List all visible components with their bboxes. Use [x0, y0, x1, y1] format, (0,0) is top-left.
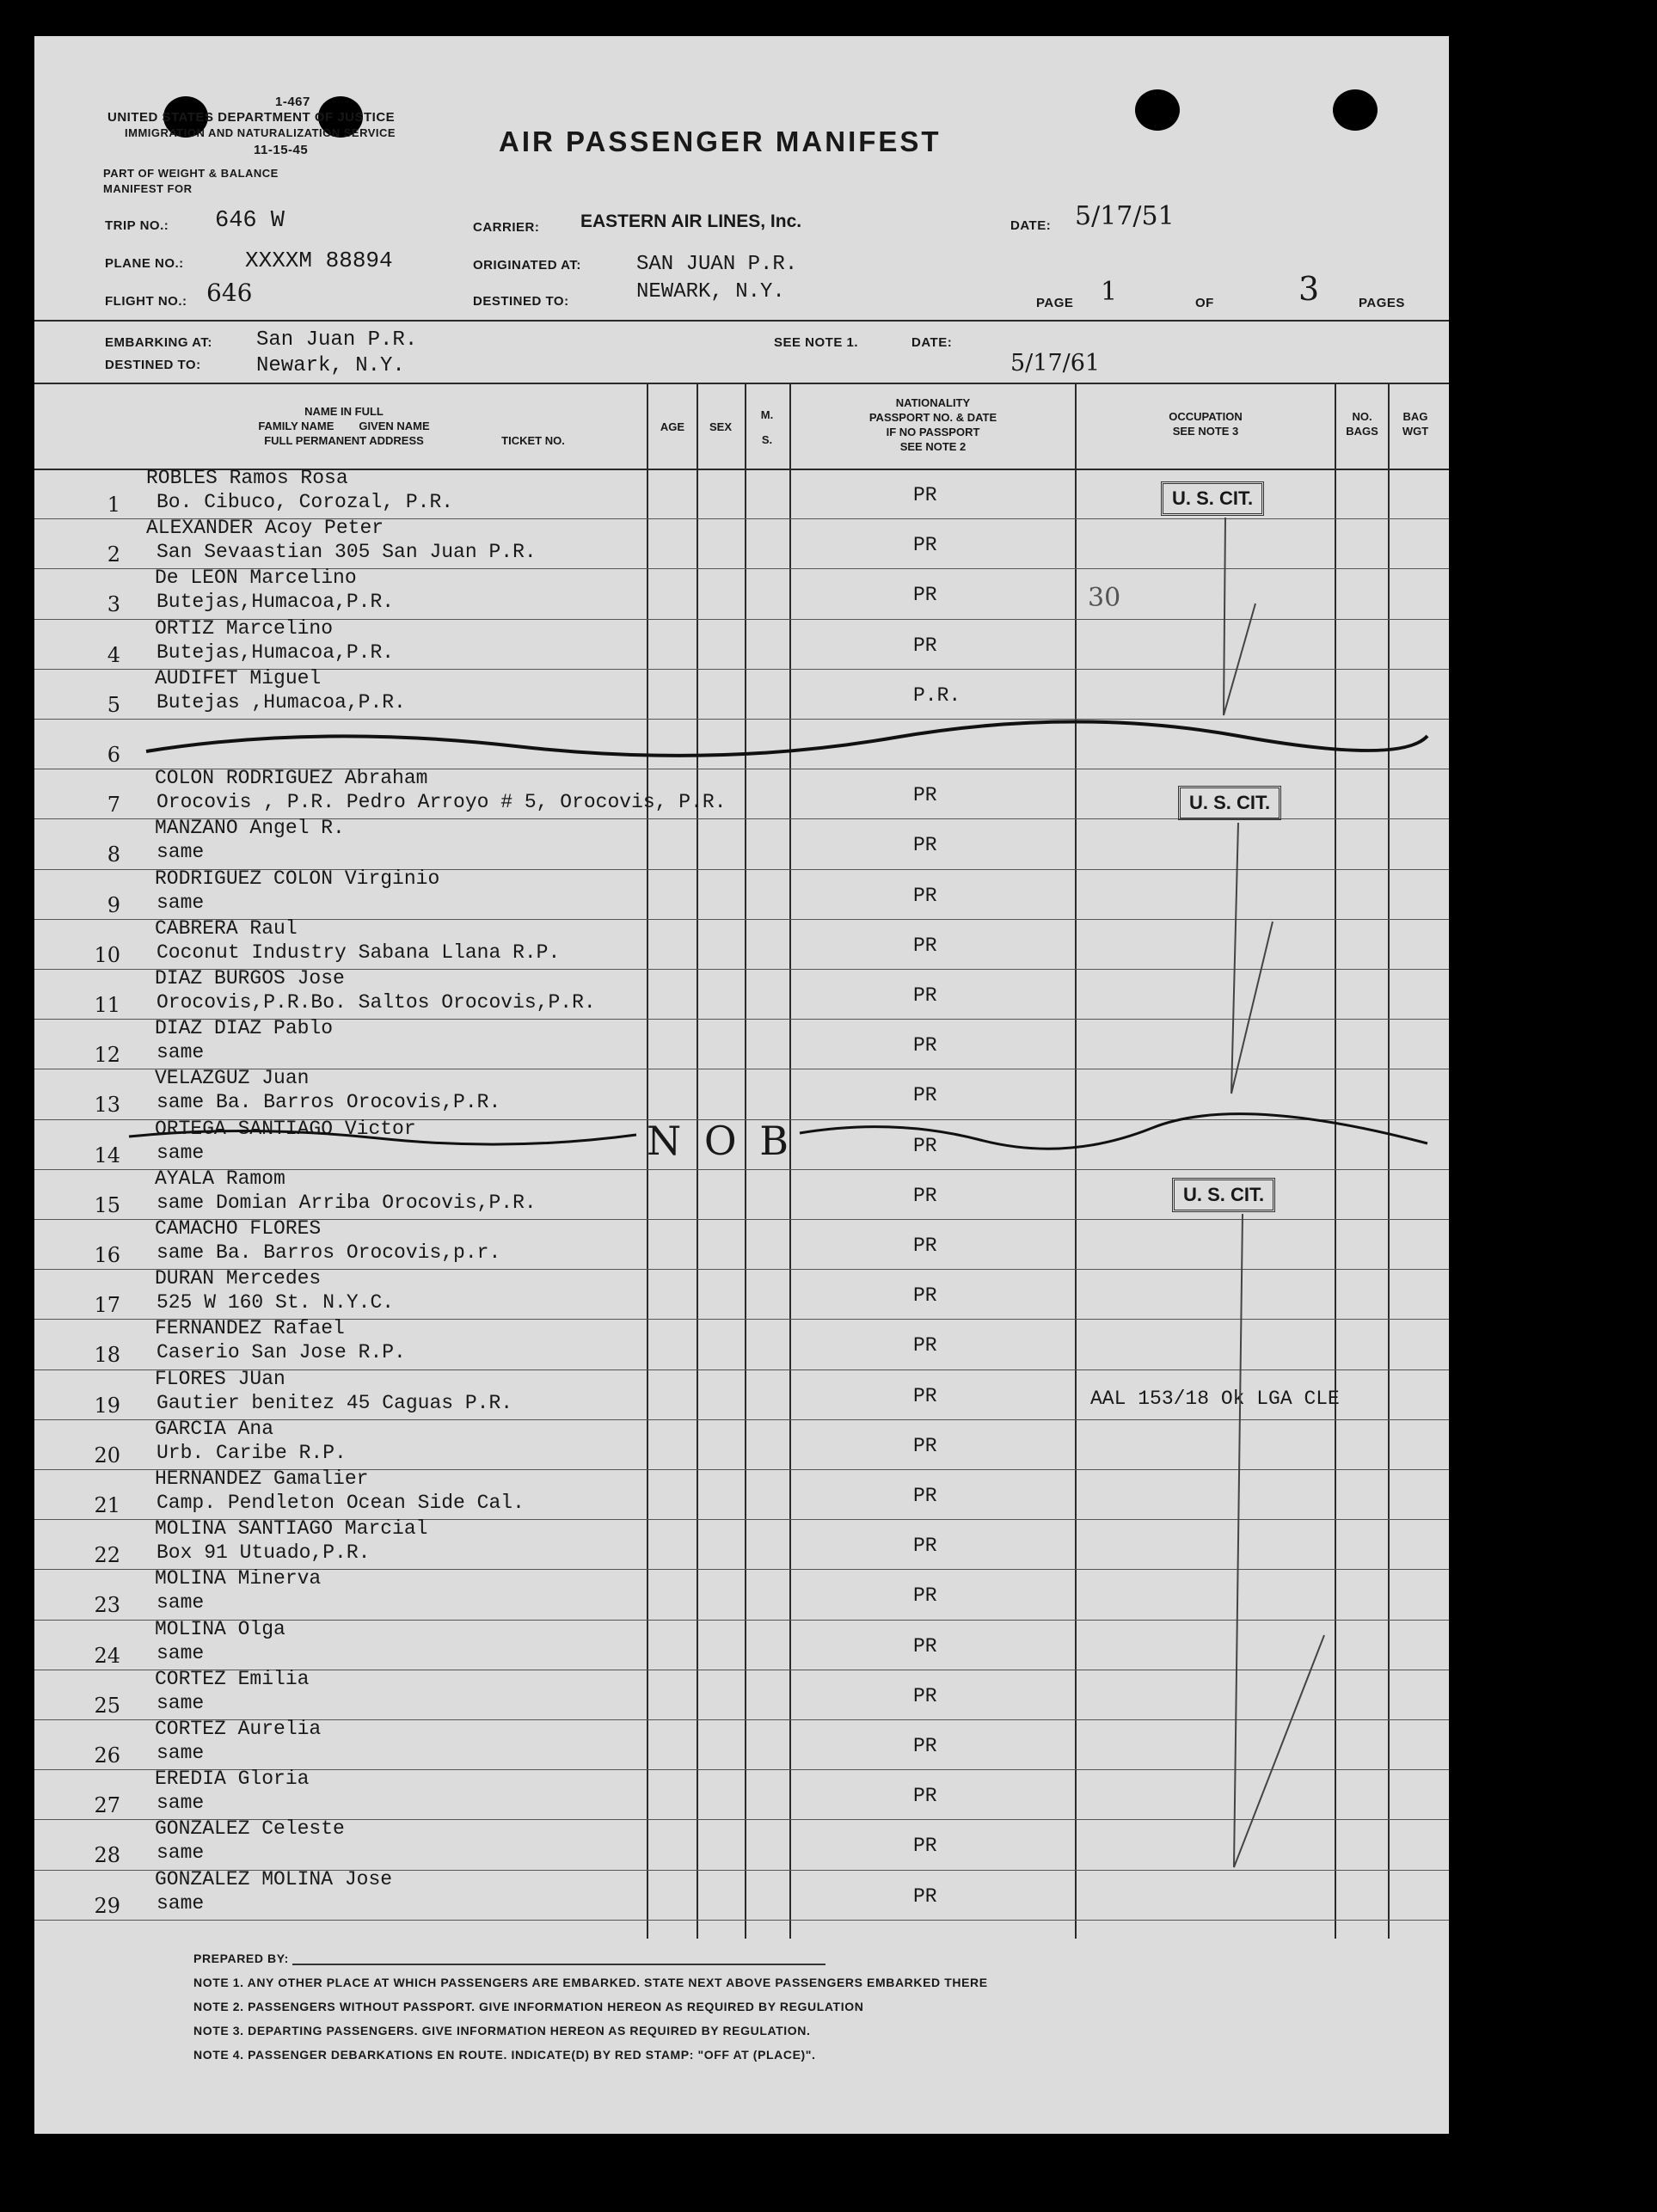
trip-label: TRIP NO.: [105, 218, 169, 233]
passenger-name: ALEXANDER Acoy Peter [146, 517, 384, 539]
passenger-name: GONZALEZ MOLINA Jose [155, 1868, 393, 1890]
passenger-name: COLON RODRIGUEZ Abraham [155, 767, 428, 789]
note-3: NOTE 3. DEPARTING PASSENGERS. GIVE INFORMATION HEREON AS REQUIRED BY REGULATION. [193, 2024, 811, 2037]
passenger-nationality: P.R. [913, 684, 961, 707]
check-mark-2 [1231, 823, 1273, 1094]
passenger-nationality: PR [913, 1185, 937, 1207]
passenger-name: CORTEZ Aurelia [155, 1718, 322, 1740]
passenger-name: De LEON Marcelino [155, 567, 357, 589]
passenger-name: DIAZ BURGOS Jose [155, 967, 345, 990]
row-number: 14 [94, 1143, 120, 1167]
us-citizen-stamp: U. S. CIT. [1178, 786, 1281, 820]
nob-annotation: N O B [647, 1118, 795, 1164]
passenger-name: DIAZ DIAZ Pablo [155, 1017, 334, 1039]
passenger-nationality: PR [913, 834, 937, 856]
passenger-nationality: PR [913, 1235, 937, 1257]
passenger-nationality: PR [913, 584, 937, 606]
row-number: 6 [107, 743, 120, 767]
passenger-nationality: PR [913, 634, 937, 657]
date-label: DATE: [1010, 218, 1052, 233]
passenger-name: GONZALEZ Celeste [155, 1817, 345, 1840]
row-number: 4 [107, 643, 120, 667]
passenger-nationality: PR [913, 1584, 937, 1607]
passenger-name: AUDIFET Miguel [155, 667, 322, 689]
passenger-nationality: PR [913, 984, 937, 1007]
passenger-address: Gautier benitez 45 Caguas P.R. [156, 1392, 513, 1414]
passenger-nationality: PR [913, 1334, 937, 1357]
row-number: 22 [94, 1543, 120, 1567]
row-number: 10 [94, 943, 120, 967]
row-number: 18 [94, 1343, 120, 1367]
occupation-mark-30: 30 [1088, 583, 1121, 613]
passenger-address: Coconut Industry Sabana Llana R.P. [156, 941, 561, 964]
row-number: 9 [107, 893, 120, 917]
check-mark-1 [1224, 518, 1255, 715]
passenger-name: FERNANDEZ Rafael [155, 1317, 345, 1339]
col-occupation-header: OCCUPATION SEE NOTE 3 [1169, 410, 1243, 438]
passenger-nationality: PR [913, 1885, 937, 1908]
passenger-address: same [156, 1642, 205, 1664]
form-date: 11-15-45 [254, 143, 309, 157]
row-number: 20 [94, 1443, 120, 1468]
passenger-nationality: PR [913, 1535, 937, 1557]
strike-row-6 [146, 721, 1427, 755]
embark-destined-value: Newark, N.Y. [256, 354, 405, 377]
passenger-address: same [156, 841, 205, 863]
passenger-address: Camp. Pendleton Ocean Side Cal. [156, 1492, 525, 1514]
passenger-nationality: PR [913, 1485, 937, 1507]
row-number: 26 [94, 1743, 120, 1768]
punch-hole-right [1135, 89, 1180, 131]
note-1: NOTE 1. ANY OTHER PLACE AT WHICH PASSENGERS ARE EMBARKED. STATE NEXT ABOVE PASSENGERS EMBARKED THERE [193, 1976, 988, 1989]
passenger-address: Box 91 Utuado,P.R. [156, 1541, 371, 1564]
row-divider [34, 1920, 1449, 1921]
destined-label: DESTINED TO: [473, 294, 569, 309]
passenger-nationality: PR [913, 1084, 937, 1106]
passenger-address: same [156, 1041, 205, 1063]
passenger-nationality: PR [913, 784, 937, 806]
row-number: 5 [107, 693, 120, 717]
manifest-sheet [34, 36, 1449, 2134]
passenger-nationality: PR [913, 1835, 937, 1857]
page-label: PAGE [1036, 296, 1074, 310]
row-number: 1 [107, 493, 120, 517]
passenger-nationality: PR [913, 1284, 937, 1307]
passenger-nationality: PR [913, 1435, 937, 1457]
col-bag-weight-header: BAG WGT [1402, 410, 1429, 438]
row-number: 16 [94, 1243, 120, 1267]
passenger-name: MOLINA Olga [155, 1618, 285, 1640]
row-number: 12 [94, 1043, 120, 1067]
of-label: OF [1195, 296, 1214, 310]
pages-label: PAGES [1359, 296, 1405, 310]
passenger-name: MANZANO Angel R. [155, 817, 345, 839]
passenger-name: MOLINA SANTIAGO Marcial [155, 1517, 428, 1540]
passenger-name: FLORES JUan [155, 1368, 285, 1390]
plane-value: XXXXM 88894 [245, 248, 393, 273]
passenger-address: Urb. Caribe R.P. [156, 1442, 347, 1464]
agency-line-2: IMMIGRATION AND NATURALIZATION SERVICE [125, 126, 396, 139]
passenger-address: same Domian Arriba Orocovis,P.R. [156, 1192, 537, 1214]
col-bags-header: NO. BAGS [1346, 410, 1378, 438]
row-divider [34, 719, 1449, 720]
passenger-name: GARCIA Ana [155, 1418, 274, 1440]
passenger-address: same [156, 1792, 205, 1814]
col-nationality-header: NATIONALITY PASSPORT NO. & DATE IF NO PASSPORT SEE NOTE 2 [868, 396, 997, 453]
row-number: 17 [94, 1293, 120, 1317]
passenger-nationality: PR [913, 484, 937, 506]
row-number: 8 [107, 843, 120, 867]
embarking-value: San Juan P.R. [256, 328, 418, 352]
passenger-name: ORTEGA SANTIAGO Victor [155, 1118, 416, 1140]
passenger-nationality: PR [913, 1135, 937, 1157]
passenger-address: same Ba. Barros Orocovis,p.r. [156, 1241, 501, 1264]
passenger-address: same Ba. Barros Orocovis,P.R. [156, 1091, 501, 1113]
carrier-label: CARRIER: [473, 220, 540, 235]
row-number: 21 [94, 1493, 120, 1517]
see-note-1: SEE NOTE 1. [774, 335, 859, 350]
passenger-name: DURAN Mercedes [155, 1267, 322, 1290]
page-value: 1 [1101, 277, 1118, 307]
passenger-address: Orocovis , P.R. Pedro Arroyo # 5, Orocovis, P.R. [156, 791, 727, 813]
row-number: 28 [94, 1843, 120, 1867]
embark-date-label: DATE: [911, 335, 953, 350]
of-value: 3 [1298, 270, 1320, 308]
passenger-name: HERNANDEZ Gamalier [155, 1468, 369, 1490]
passenger-nationality: PR [913, 885, 937, 907]
note-2: NOTE 2. PASSENGERS WITHOUT PASSPORT. GIVE INFORMATION HEREON AS REQUIRED BY REGULATION [193, 2000, 864, 2013]
passenger-name: MOLINA Minerva [155, 1567, 322, 1590]
passenger-address: Butejas,Humacoa,P.R. [156, 591, 395, 613]
passenger-nationality: PR [913, 934, 937, 957]
row-number: 27 [94, 1793, 120, 1817]
row-number: 15 [94, 1193, 120, 1217]
note-4: NOTE 4. PASSENGER DEBARKATIONS EN ROUTE. INDICATE(D) BY RED STAMP: "OFF AT (PLACE)". [193, 2048, 816, 2062]
row-number: 29 [94, 1894, 120, 1918]
passenger-address: same [156, 1892, 205, 1915]
originated-label: ORIGINATED AT: [473, 258, 581, 273]
originated-value: SAN JUAN P.R. [636, 253, 798, 276]
row-number: 7 [107, 793, 120, 817]
row-number: 3 [107, 592, 120, 616]
row-number: 13 [94, 1093, 120, 1117]
col-sex-header: SEX [709, 420, 732, 433]
col-age-header: AGE [660, 420, 685, 433]
part-of-line-2: MANIFEST FOR [103, 182, 193, 195]
passenger-nationality: PR [913, 1735, 937, 1757]
agency-line-1: UNITED STATES DEPARTMENT OF JUSTICE [107, 110, 396, 125]
passenger-nationality: PR [913, 1685, 937, 1707]
passenger-address: Bo. Cibuco, Corozal, P.R. [156, 491, 454, 513]
passenger-address: same [156, 892, 205, 914]
row-number: 2 [107, 542, 120, 567]
passenger-address: same [156, 1742, 205, 1764]
passenger-nationality: PR [913, 1635, 937, 1657]
flight-label: FLIGHT NO.: [105, 294, 187, 309]
row-number: 11 [94, 993, 120, 1017]
row-number: 23 [94, 1593, 120, 1617]
row-number: 25 [94, 1694, 120, 1718]
passenger-address: same [156, 1692, 205, 1714]
passenger-address: same [156, 1841, 205, 1864]
passenger-name: ORTIZ Marcelino [155, 617, 334, 640]
flight-value: 646 [206, 279, 253, 307]
passenger-name: EREDIA Gloria [155, 1768, 310, 1790]
trip-value: 646 W [215, 208, 285, 234]
col-name-header: NAME IN FULL FAMILY NAME GIVEN NAME FULL PERMANENT ADDRESS [258, 405, 430, 447]
occupation-row-19: AAL 153/18 Ok LGA CLE [1090, 1388, 1340, 1410]
row-number: 24 [94, 1644, 120, 1668]
us-citizen-stamp: U. S. CIT. [1161, 481, 1264, 516]
punch-hole-far-right [1333, 89, 1378, 131]
passenger-name: CABRERA Raul [155, 917, 298, 940]
col-ticket-header: TICKET NO. [501, 434, 565, 447]
passenger-nationality: PR [913, 1785, 937, 1807]
passenger-address: 525 W 160 St. N.Y.C. [156, 1291, 395, 1314]
passenger-nationality: PR [913, 534, 937, 556]
prepared-by: PREPARED BY: [193, 1952, 825, 1965]
passenger-name: RODRIGUEZ COLON Virginio [155, 867, 440, 890]
passenger-address: San Sevaastian 305 San Juan P.R. [156, 541, 537, 563]
page-title: AIR PASSENGER MANIFEST [499, 126, 942, 157]
plane-label: PLANE NO.: [105, 256, 184, 271]
passenger-nationality: PR [913, 1385, 937, 1407]
passenger-address: same [156, 1142, 205, 1164]
passenger-name: CORTEZ Emilia [155, 1668, 310, 1690]
destined-value: NEWARK, N.Y. [636, 280, 785, 303]
passenger-name: ROBLES Ramos Rosa [146, 467, 348, 489]
passenger-name: VELAZGUZ Juan [155, 1067, 310, 1089]
date-value: 5/17/51 [1075, 201, 1175, 231]
form-number: 1-467 [275, 95, 310, 109]
col-ms-header: M. S. [760, 408, 774, 446]
passenger-address: Butejas,Humacoa,P.R. [156, 641, 395, 664]
passenger-address: Butejas ,Humacoa,P.R. [156, 691, 406, 714]
passenger-address: Orocovis,P.R.Bo. Saltos Orocovis,P.R. [156, 991, 596, 1014]
passenger-name: AYALA Ramom [155, 1167, 285, 1190]
embark-date-value: 5/17/61 [1010, 350, 1101, 377]
passenger-address: same [156, 1591, 205, 1614]
row-number: 19 [94, 1394, 120, 1418]
embarking-label: EMBARKING AT: [105, 335, 212, 350]
passenger-nationality: PR [913, 1034, 937, 1057]
passenger-address: Caserio San Jose R.P. [156, 1341, 406, 1363]
us-citizen-stamp: U. S. CIT. [1172, 1178, 1275, 1212]
embark-destined-label: DESTINED TO: [105, 358, 201, 372]
passenger-name: CAMACHO FLORES [155, 1217, 322, 1240]
part-of-line-1: PART OF WEIGHT & BALANCE [103, 167, 279, 180]
carrier-value: EASTERN AIR LINES, Inc. [580, 211, 802, 231]
